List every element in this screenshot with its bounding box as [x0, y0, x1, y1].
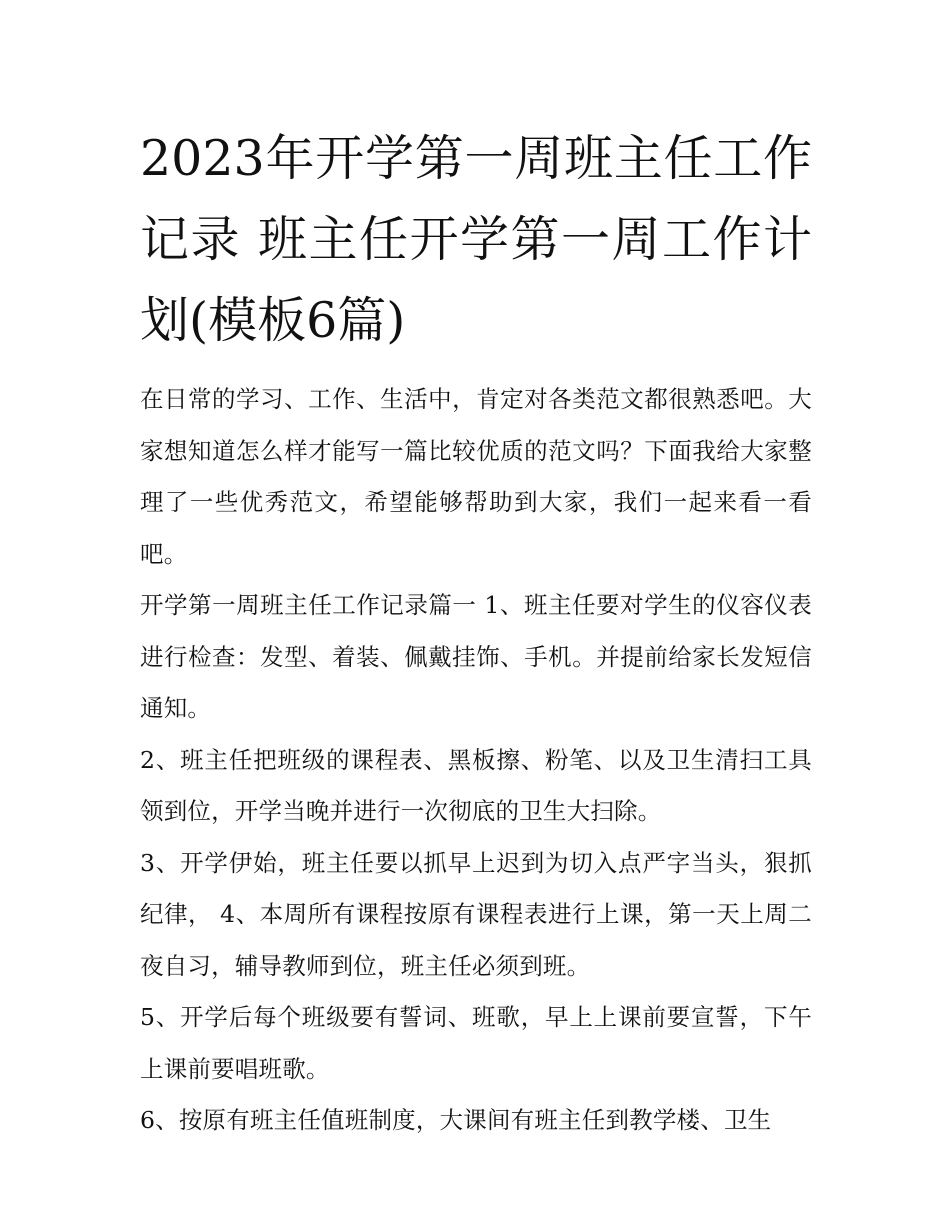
document-page	[140, 118, 812, 1147]
paragraph-3-4: 3、开学伊始，班主任要以抓早上迟到为切入点严字当头，狠抓纪律， 4、本周所有课程按原有课程表进行上课，第一天上周二夜自习，辅导教师到位，班主任必须到班。	[140, 848, 812, 980]
document-title: 2023年开学第一周班主任工作记录 班主任开学第一周工作计划(模板6篇)	[140, 130, 812, 349]
paragraph-2: 2、班主任把班级的课程表、黑板擦、粉笔、以及卫生清扫工具领到位，开学当晚并进行一次彻底的卫生大扫除。	[140, 745, 812, 825]
paragraph-5: 5、开学后每个班级要有誓词、班歌，早上上课前要宣誓，下午上课前要唱班歌。	[140, 1003, 812, 1083]
paragraph-6: 6、按原有班主任值班制度，大课间有班主任到教学楼、卫生	[140, 1106, 772, 1134]
paragraph-intro: 在日常的学习、工作、生活中，肯定对各类范文都很熟悉吧。大家想知道怎么样才能写一篇比较优质的范文吗？下面我给大家整理了一些优秀范文，希望能够帮助到大家，我们一起来看一看吧。	[140, 385, 812, 568]
paragraph-1: 开学第一周班主任工作记录篇一 1、班主任要对学生的仪容仪表进行检查：发型、着装、佩戴挂饰、手机。并提前给家长发短信通知。	[140, 591, 812, 722]
